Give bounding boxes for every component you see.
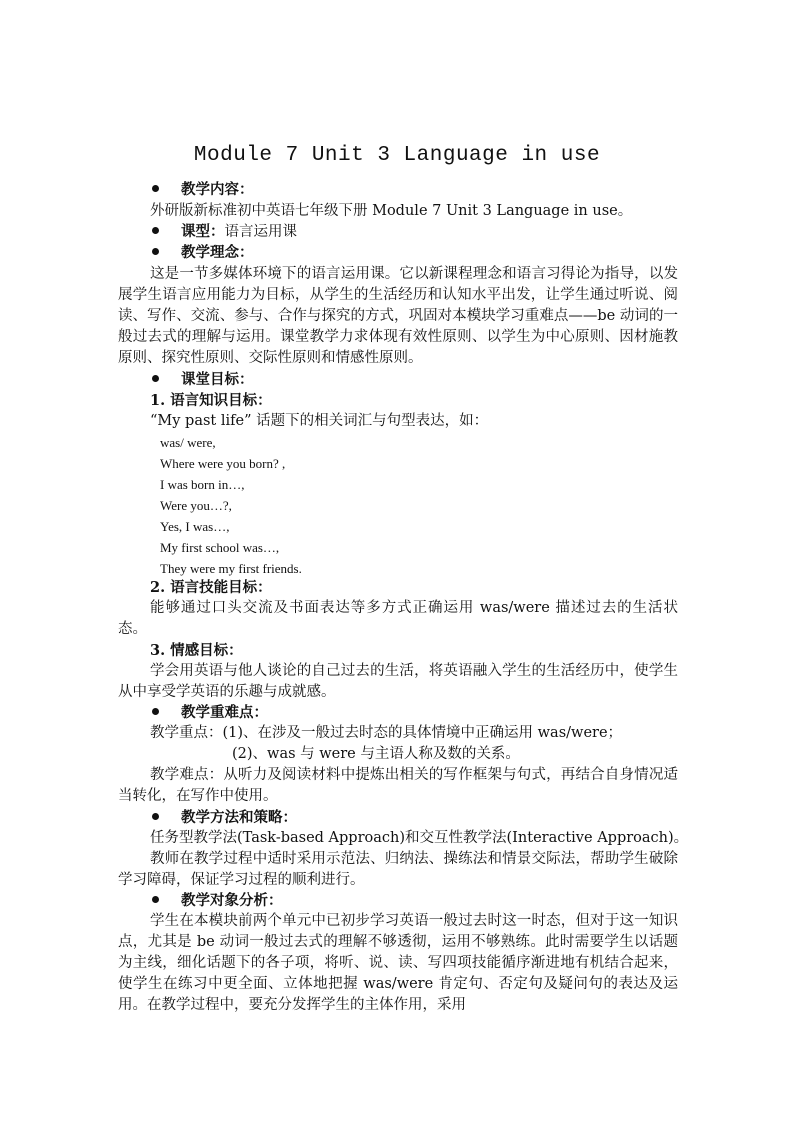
- section-teaching-content: [152, 179, 254, 200]
- key-point-1: 教学重点：(1)、在涉及一般过去时态的具体情境中正确运用 was/were；: [150, 725, 623, 741]
- section-heading: 教学对象分析：: [181, 892, 283, 909]
- section-heading: 教学重难点：: [181, 704, 268, 721]
- section-teaching-philosophy: [152, 242, 254, 263]
- section-key-difficult-points: [152, 702, 268, 723]
- teaching-content-text: 外研版新标准初中英语七年级下册 Module 7 Unit 3 Language in use。: [150, 203, 633, 219]
- section-heading: 教学理念：: [181, 244, 254, 261]
- key-point-2: (2)、was 与 were 与主语人称及数的关系。: [232, 746, 520, 762]
- bullet-icon: [152, 896, 159, 903]
- example-item: They were my first friends.: [160, 561, 302, 576]
- bullet-icon: [152, 375, 159, 382]
- teaching-philosophy-paragraph: 这是一节多媒体环境下的语言运用课。它以新课程理念和语言习得论为指导，以发展学生语言应用能力为目标，从学生的生活经历和认知水平出发，让学生通过听说、阅读、写作、交流、参与、合作与探究的方式，巩固对本模块学习重难点——be 动词的一般过去式的理解与运用。课堂教学力求体现有效性原则、以学生为中心原则、因材施教原则、探究性原则、交际性原则和情感性原则。: [118, 266, 678, 366]
- section-heading: 课型：: [181, 223, 225, 240]
- bullet-icon: [152, 185, 159, 192]
- section-lesson-type: [152, 221, 297, 243]
- student-analysis-paragraph: 学生在本模块前两个单元中已初步学习英语一般过去时这一时态，但对于这一知识点，尤其是 be 动词一般过去式的理解不够透彻，运用不够熟练。此时需要学生以话题为主线，细化话题下的各子项，将听、说、读、写四项技能循序渐进地有机结合起来，使学生在练习中更全面、立体地把握 was/were 肯定句、否定句及疑问句的表达及运用。在教学过程中，要充分发挥学生的主体作用，采用: [118, 913, 678, 1013]
- bullet-icon: [152, 813, 159, 820]
- methods-line-1: 任务型教学法(Task-based Approach)和交互性教学法(Interactive Approach)。: [150, 830, 689, 846]
- bullet-icon: [152, 248, 159, 255]
- goal-3-paragraph: 学会用英语与他人谈论的自己过去的生活，将英语融入学生的生活经历中，使学生从中享受学英语的乐趣与成就感。: [118, 663, 678, 700]
- section-heading: 教学内容：: [181, 181, 254, 198]
- example-item: Where were you born? ,: [160, 456, 286, 471]
- methods-paragraph: 教师在教学过程中适时采用示范法、归纳法、操练法和情景交际法，帮助学生破除学习障碍，保证学习过程的顺利进行。: [118, 851, 678, 888]
- goal-1-heading: 1. 语言知识目标：: [150, 392, 272, 409]
- goal-2-paragraph: 能够通过口头交流及书面表达等多方式正确运用 was/were 描述过去的生活状态。: [118, 600, 678, 637]
- bullet-icon: [152, 227, 159, 234]
- goal-2-heading: 2. 语言技能目标：: [150, 579, 272, 596]
- section-heading: 课堂目标：: [181, 371, 254, 388]
- section-class-goals: [152, 369, 254, 390]
- bullet-icon: [152, 708, 159, 715]
- difficult-point-paragraph: 教学难点：从听力及阅读材料中提炼出相关的写作框架与句式，再结合自身情况适当转化，在写作中使用。: [118, 767, 678, 804]
- goal-1-intro: “My past life” 话题下的相关词汇与句型表达，如：: [150, 413, 489, 429]
- page-title: Module 7 Unit 3 Language in use: [193, 144, 601, 167]
- lesson-type-value: 语言运用课: [224, 224, 297, 240]
- section-student-analysis: [152, 890, 283, 911]
- section-methods: [152, 807, 297, 828]
- example-item: Were you…?,: [160, 498, 232, 513]
- goal-3-heading: 3. 情感目标：: [150, 642, 243, 659]
- example-item: Yes, I was…,: [160, 519, 230, 534]
- example-item: My first school was…,: [160, 540, 280, 555]
- section-heading: 教学方法和策略：: [181, 809, 297, 826]
- example-item: was/ were,: [160, 435, 216, 450]
- example-item: I was born in…,: [160, 477, 245, 492]
